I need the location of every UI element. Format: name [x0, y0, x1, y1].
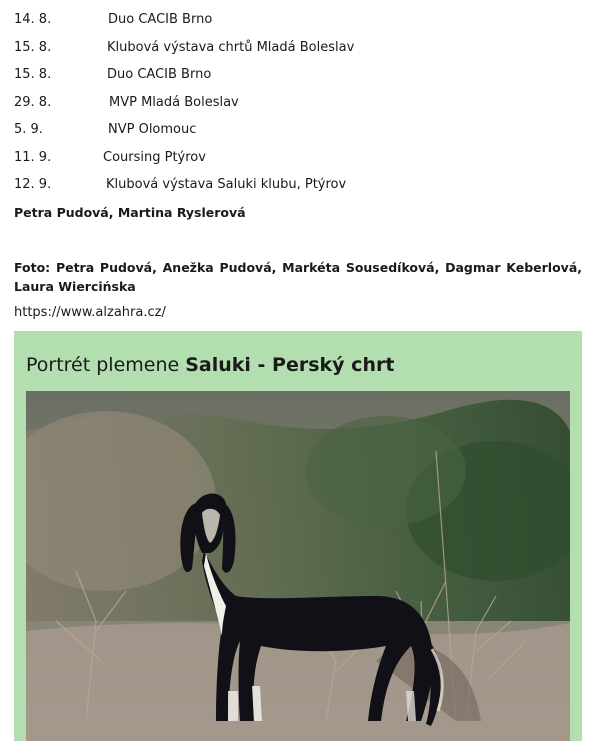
event-row — [14, 144, 586, 172]
event-date: 15. 8. — [14, 67, 52, 82]
breed-portrait-box — [14, 331, 582, 741]
event-row — [14, 6, 586, 34]
event-row — [14, 116, 586, 144]
dog-photo — [26, 391, 570, 741]
events-list — [14, 6, 586, 199]
event-name: Coursing Ptýrov — [103, 149, 206, 165]
event-date: 5. 9. — [14, 122, 43, 137]
event-name: NVP Olomouc — [108, 122, 197, 137]
event-row — [14, 61, 586, 89]
event-name: Klubová výstava chrtů Mladá Boleslav — [107, 39, 355, 55]
event-date: 12. 9. — [14, 177, 52, 192]
box-title-breed: Saluki - Perský chrt — [185, 354, 395, 376]
event-row — [14, 89, 586, 117]
event-row — [14, 34, 586, 62]
event-name: Klubová výstava Saluki klubu, Ptýrov — [106, 177, 347, 192]
event-name: Duo CACIB Brno — [107, 67, 212, 82]
event-name: MVP Mladá Boleslav — [109, 94, 239, 110]
dog-photo-illustration — [26, 391, 570, 741]
authors: Petra Pudová, Martina Ryslerová — [14, 205, 246, 220]
photo-credits: Foto: Petra Pudová, Anežka Pudová, Markéta Sousedíková, Dagmar Keberlová, Laura Wiercińska — [14, 260, 582, 294]
box-title — [26, 351, 394, 379]
event-date: 15. 8. — [14, 39, 52, 55]
event-date: 14. 8. — [14, 12, 52, 27]
website-link[interactable]: https://www.alzahra.cz/ — [14, 305, 166, 320]
event-date: 29. 8. — [14, 94, 52, 110]
event-date: 11. 9. — [14, 149, 52, 165]
event-row — [14, 171, 586, 199]
event-name: Duo CACIB Brno — [108, 12, 213, 27]
box-title-prefix: Portrét plemene — [26, 354, 186, 376]
